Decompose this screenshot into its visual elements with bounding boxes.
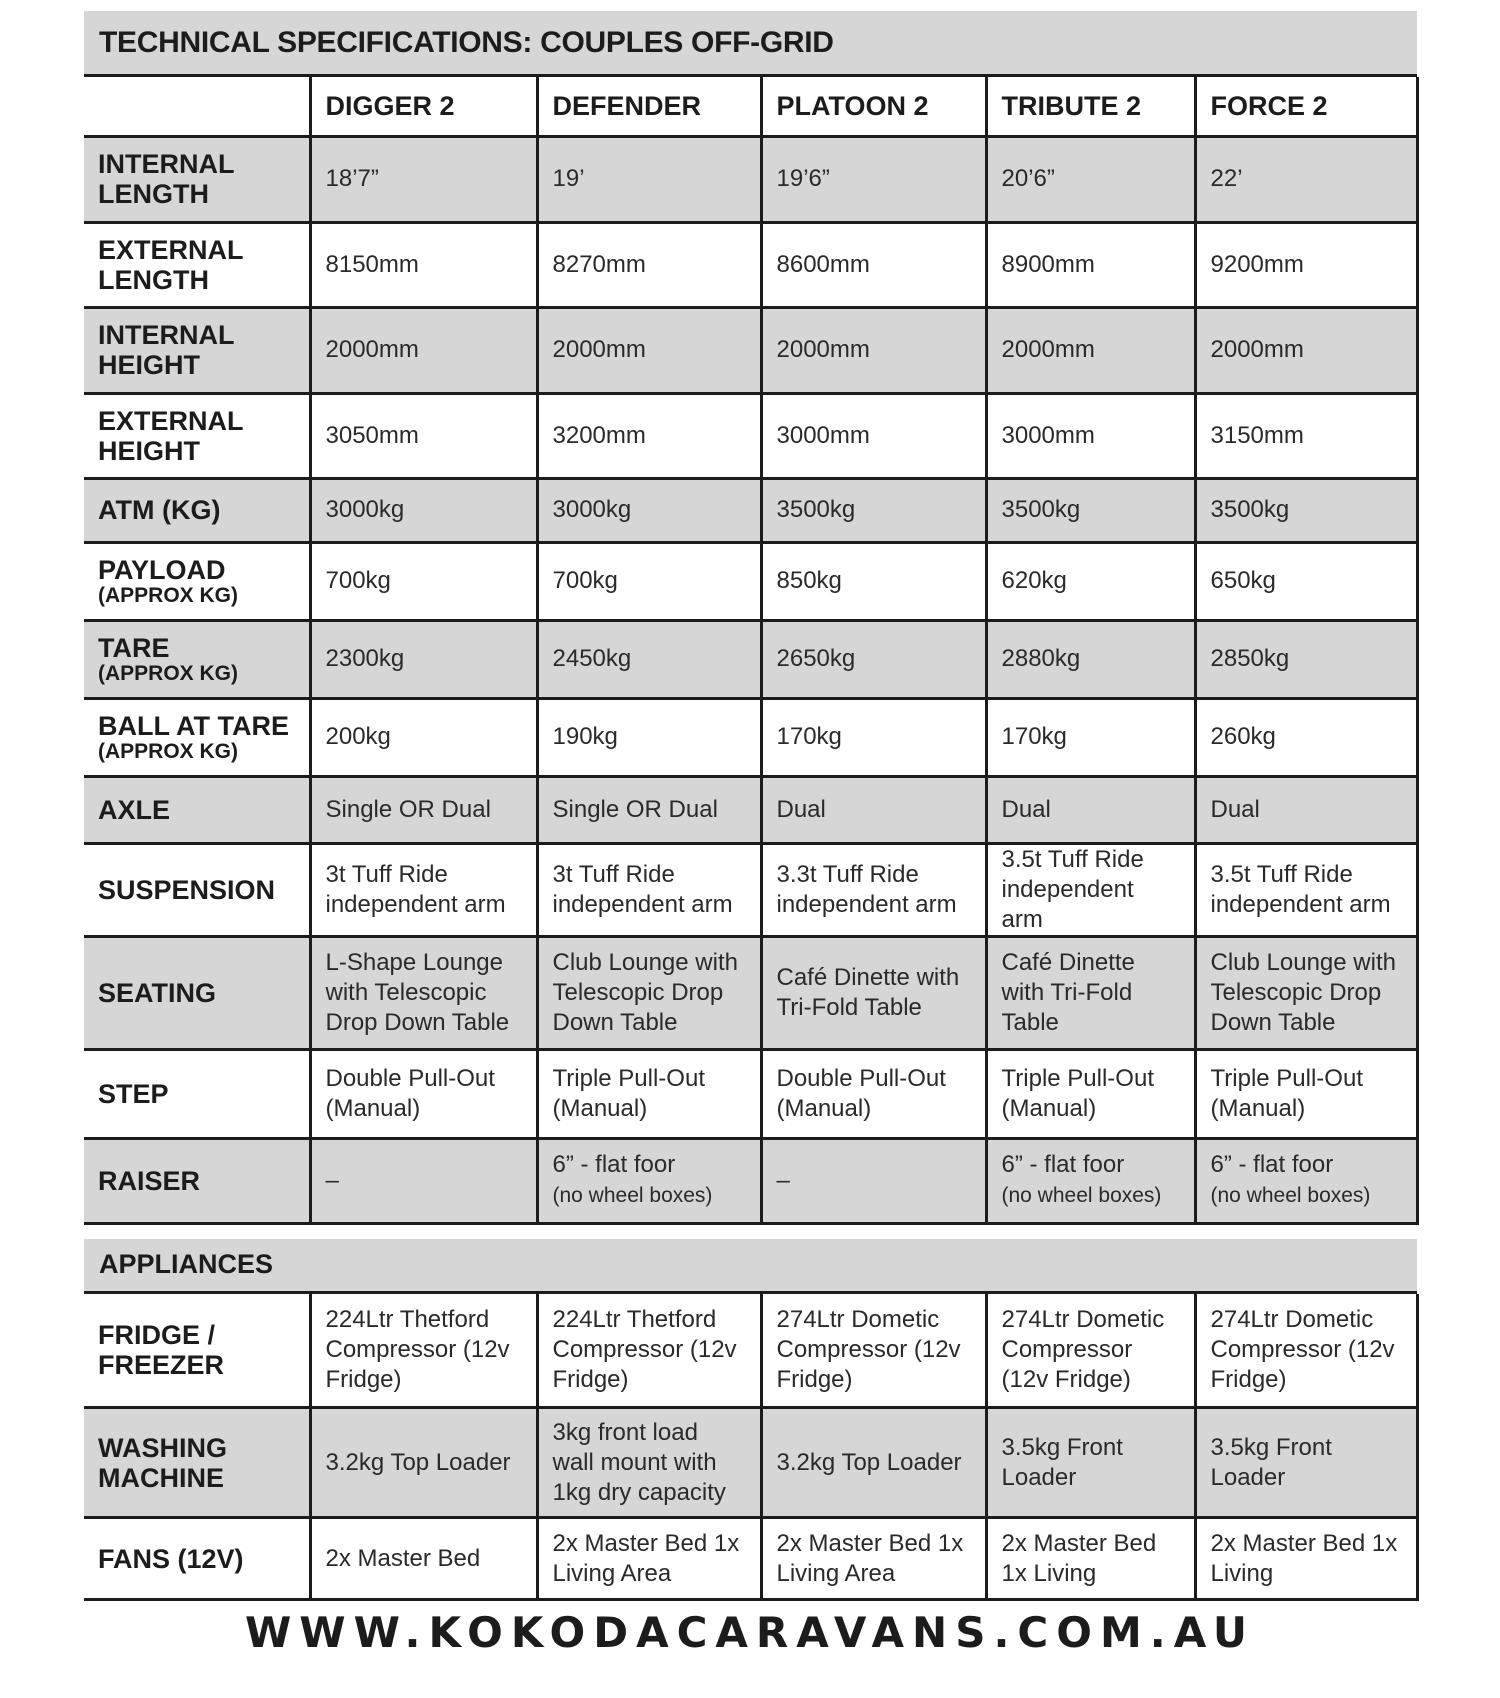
appliance-value: 3.5kg Front Loader [1195,1408,1417,1518]
spec-value-text: 3150mm [1210,421,1304,449]
spec-value-text: Club Lounge with Telescopic Drop Down Table [552,948,738,1036]
spec-label [84,936,310,1049]
spec-label-text: EXTERNAL HEIGHT [98,405,244,466]
spec-value [986,136,1195,222]
spec-label [84,307,310,393]
spec-label-text: INTERNAL HEIGHT [98,320,235,380]
spec-value [537,1138,761,1223]
appliances-bar [84,1239,1417,1294]
appliance-value: 2x Master Bed 1x Living [986,1518,1195,1600]
spec-value [310,843,537,936]
spec-value-text: Dual [776,795,826,823]
model-header: FORCE 2 [1195,77,1417,136]
spec-value-text: 2000mm [776,336,870,363]
spec-row [84,136,1417,222]
spec-value-text: 650kg [1210,567,1276,594]
spec-value-text: 3500kg [1210,496,1290,523]
spec-value-text: 2000mm [325,336,419,363]
spec-value [537,936,761,1049]
spec-value-text: 8270mm [552,250,646,278]
model-header: DIGGER 2 [310,77,537,136]
spec-value [1195,393,1417,478]
appliance-value: 2x Master Bed [310,1518,537,1600]
spec-value-text: 2300kg [325,645,405,672]
spec-label-text: EXTERNAL LENGTH [98,234,244,295]
model-header: TRIBUTE 2 [986,77,1195,136]
spec-value-text: Double Pull-Out (Manual) [325,1064,495,1122]
appliance-value: 3.5kg Front Loader [986,1408,1195,1518]
spec-value [1195,776,1417,843]
spec-value [1195,1138,1417,1223]
appliance-value: 274Ltr Dometic Compressor (12v Fridge) [986,1294,1195,1408]
footer-url: WWW.KOKODACARAVANS.COM.AU [244,1608,1256,1657]
spec-value [310,542,537,620]
spec-value-text: 8900mm [1001,250,1095,278]
spec-value-text: 620kg [1001,567,1067,594]
spec-value-text: 6” - flat foor [1210,1151,1334,1178]
spec-value-text: 170kg [1001,723,1067,750]
spec-value-text: 20’6” [1001,165,1055,192]
appliances-table [84,1294,1419,1602]
spec-value-text: 18’7” [325,165,379,192]
spec-value [761,1138,986,1223]
spec-value [761,843,986,936]
spec-value [310,136,537,222]
spec-value [310,698,537,776]
spec-value-text: 8150mm [325,250,419,278]
page-title: TECHNICAL SPECIFICATIONS: COUPLES OFF-GRID [99,25,834,59]
spec-value-text: 3.5t Tuff Ride independent arm [1001,845,1144,933]
spec-value-note: (no wheel boxes) [552,1184,713,1207]
spec-value-text: 2450kg [552,645,632,672]
title-bar [84,11,1417,77]
spec-value [761,620,986,698]
spec-value-text: 6” - flat foor [1001,1151,1125,1178]
model-header-row [84,77,1417,136]
spec-value [986,542,1195,620]
spec-value [537,698,761,776]
spec-value [310,307,537,393]
spec-label [84,698,310,776]
spec-value-text: 3000mm [776,421,870,449]
spec-value [761,307,986,393]
spec-label [84,1138,310,1223]
spec-value-text: 2000mm [552,336,646,363]
spec-value-text: Triple Pull-Out (Manual) [1210,1064,1363,1122]
spec-value [761,393,986,478]
spec-value [1195,936,1417,1049]
spec-value [986,478,1195,542]
spec-value [1195,620,1417,698]
spec-value-text: 2880kg [1001,645,1081,672]
spec-sheet [84,11,1417,1601]
spec-value-text: 200kg [325,723,391,750]
spec-row [84,843,1417,936]
spec-value [537,843,761,936]
spec-value [1195,307,1417,393]
spec-value-text: Dual [1001,795,1051,823]
spec-value [1195,1049,1417,1138]
spec-value-text: 3.5t Tuff Ride independent arm [1210,860,1391,918]
spec-value-text: 22’ [1210,165,1243,192]
spec-label-text: SEATING [98,977,217,1008]
appliance-value: 2x Master Bed 1x Living Area [761,1518,986,1600]
spec-value-text: 19’ [552,165,585,192]
spec-value-text: 260kg [1210,723,1276,750]
spec-value [310,1138,537,1223]
spec-value [986,393,1195,478]
spec-label [84,136,310,222]
spec-label [84,620,310,698]
appliance-label: WASHING MACHINE [84,1408,310,1518]
spec-row [84,478,1417,542]
spec-value [310,776,537,843]
spec-value [761,698,986,776]
spec-label [84,843,310,936]
spec-value-text: 3200mm [552,421,646,449]
spec-value-text: Triple Pull-Out (Manual) [552,1064,705,1122]
spec-value [1195,843,1417,936]
spec-value [986,843,1195,936]
spec-value-text: 850kg [776,567,842,594]
spec-table [84,77,1419,1225]
appliance-value: 3.2kg Top Loader [310,1408,537,1518]
spec-label-text: SUSPENSION [98,874,276,905]
appliance-row [84,1294,1417,1408]
spec-value [761,136,986,222]
spec-value [310,478,537,542]
spec-label-text: ATM (KG) [98,495,221,525]
spec-label-text: BALL AT TARE [98,711,289,741]
spec-value [1195,222,1417,307]
spec-row [84,307,1417,393]
spec-value-text: 3000mm [1001,421,1095,449]
spec-value [986,307,1195,393]
spec-value [761,222,986,307]
spec-value [537,222,761,307]
spec-value [537,1049,761,1138]
spec-value-text: 19’6” [776,165,830,192]
spec-value [537,136,761,222]
spec-value [761,776,986,843]
appliance-value: 224Ltr Thetford Compressor (12v Fridge) [310,1294,537,1408]
spec-value-text: 2000mm [1001,336,1095,363]
spec-label-text: RAISER [98,1165,201,1196]
spec-value-text: 2650kg [776,645,856,672]
spec-value-text: Single OR Dual [552,795,718,823]
spec-value [310,1049,537,1138]
appliance-value: 2x Master Bed 1x Living [1195,1518,1417,1600]
spec-value [986,1138,1195,1223]
spec-label-text: TARE [98,633,170,663]
appliance-label: FANS (12V) [84,1518,310,1600]
spec-row [84,393,1417,478]
spec-value [310,393,537,478]
spec-value [761,936,986,1049]
spec-value [537,620,761,698]
spec-value [986,776,1195,843]
spec-row [84,936,1417,1049]
spec-value-text: 3000kg [552,496,632,523]
appliance-value: 274Ltr Dometic Compressor (12v Fridge) [761,1294,986,1408]
spec-label-text: STEP [98,1078,169,1109]
spec-value [310,222,537,307]
spec-value-text: 2000mm [1210,336,1304,363]
spec-value-note: (no wheel boxes) [1210,1184,1371,1207]
spec-value [761,542,986,620]
spec-value-text: Single OR Dual [325,795,491,823]
spec-value [986,698,1195,776]
spec-value-text: 3500kg [776,496,856,523]
appliance-value: 224Ltr Thetford Compressor (12v Fridge) [537,1294,761,1408]
spec-value [986,936,1195,1049]
appliance-row [84,1518,1417,1600]
spec-value-text: 2850kg [1210,645,1290,672]
spec-label-sub: (APPROX KG) [98,740,239,763]
spec-value-text: 700kg [325,567,391,594]
spec-label-text: AXLE [98,794,171,825]
appliance-value: 2x Master Bed 1x Living Area [537,1518,761,1600]
spec-value [537,478,761,542]
spec-value [986,1049,1195,1138]
spec-value-text: Double Pull-Out (Manual) [776,1064,946,1122]
appliance-label: FRIDGE / FREEZER [84,1294,310,1408]
spec-label [84,776,310,843]
model-header: DEFENDER [537,77,761,136]
spec-row [84,1049,1417,1138]
appliance-value: 3.2kg Top Loader [761,1408,986,1518]
spec-value [986,620,1195,698]
spec-value-text: 3000kg [325,496,405,523]
spec-value [761,1049,986,1138]
spec-label [84,542,310,620]
spec-value [761,478,986,542]
corner-cell [84,77,310,136]
appliance-value: 274Ltr Dometic Compressor (12v Fridge) [1195,1294,1417,1408]
spec-label-text: INTERNAL LENGTH [98,149,235,209]
spec-value-text: – [776,1166,790,1194]
spec-value-text: L-Shape Lounge with Telescopic Drop Down Table [325,948,510,1036]
spec-label-text: PAYLOAD [98,555,226,585]
spec-value-text: 3t Tuff Ride independent arm [552,860,733,918]
spec-value-text: 700kg [552,567,618,594]
spec-value [1195,136,1417,222]
spec-label [84,222,310,307]
spec-value [310,620,537,698]
spec-row [84,620,1417,698]
spec-value-text: 9200mm [1210,250,1304,278]
spec-label [84,478,310,542]
spec-value [1195,542,1417,620]
spec-row [84,1138,1417,1223]
spec-value-text: 6” - flat foor [552,1151,676,1178]
spec-value-text: Café Dinette with Tri-Fold Table [776,963,960,1021]
spec-label-sub: (APPROX KG) [98,662,239,685]
spec-value-text: 170kg [776,723,842,750]
spec-value-text: 3500kg [1001,496,1081,523]
spec-value-text: Triple Pull-Out (Manual) [1001,1064,1154,1122]
spec-value-text: 3.3t Tuff Ride independent arm [776,860,957,918]
spec-label [84,393,310,478]
spec-value [537,776,761,843]
spec-value-text: – [325,1166,339,1194]
appliances-title: APPLIANCES [99,1249,274,1279]
spec-value [1195,698,1417,776]
appliance-value: 3kg front load wall mount with 1kg dry capacity [537,1408,761,1518]
spec-value-text: Café Dinette with Tri-Fold Table [1001,948,1135,1036]
spec-value-text: 190kg [552,723,618,750]
spec-value [1195,478,1417,542]
spec-value-text: Dual [1210,795,1260,823]
spec-value [537,542,761,620]
spec-value-text: 3t Tuff Ride independent arm [325,860,506,918]
spec-value-text: Club Lounge with Telescopic Drop Down Table [1210,948,1396,1036]
spec-value-text: 3050mm [325,421,419,449]
spec-label [84,1049,310,1138]
spec-value [310,936,537,1049]
model-header: PLATOON 2 [761,77,986,136]
spec-value-note: (no wheel boxes) [1001,1184,1162,1207]
appliance-row [84,1408,1417,1518]
spec-value-text: 8600mm [776,250,870,278]
spec-value [537,307,761,393]
spec-value [537,393,761,478]
spec-row [84,776,1417,843]
spec-row [84,698,1417,776]
spec-label-sub: (APPROX KG) [98,584,239,607]
spec-row [84,222,1417,307]
spec-value [986,222,1195,307]
spec-row [84,542,1417,620]
